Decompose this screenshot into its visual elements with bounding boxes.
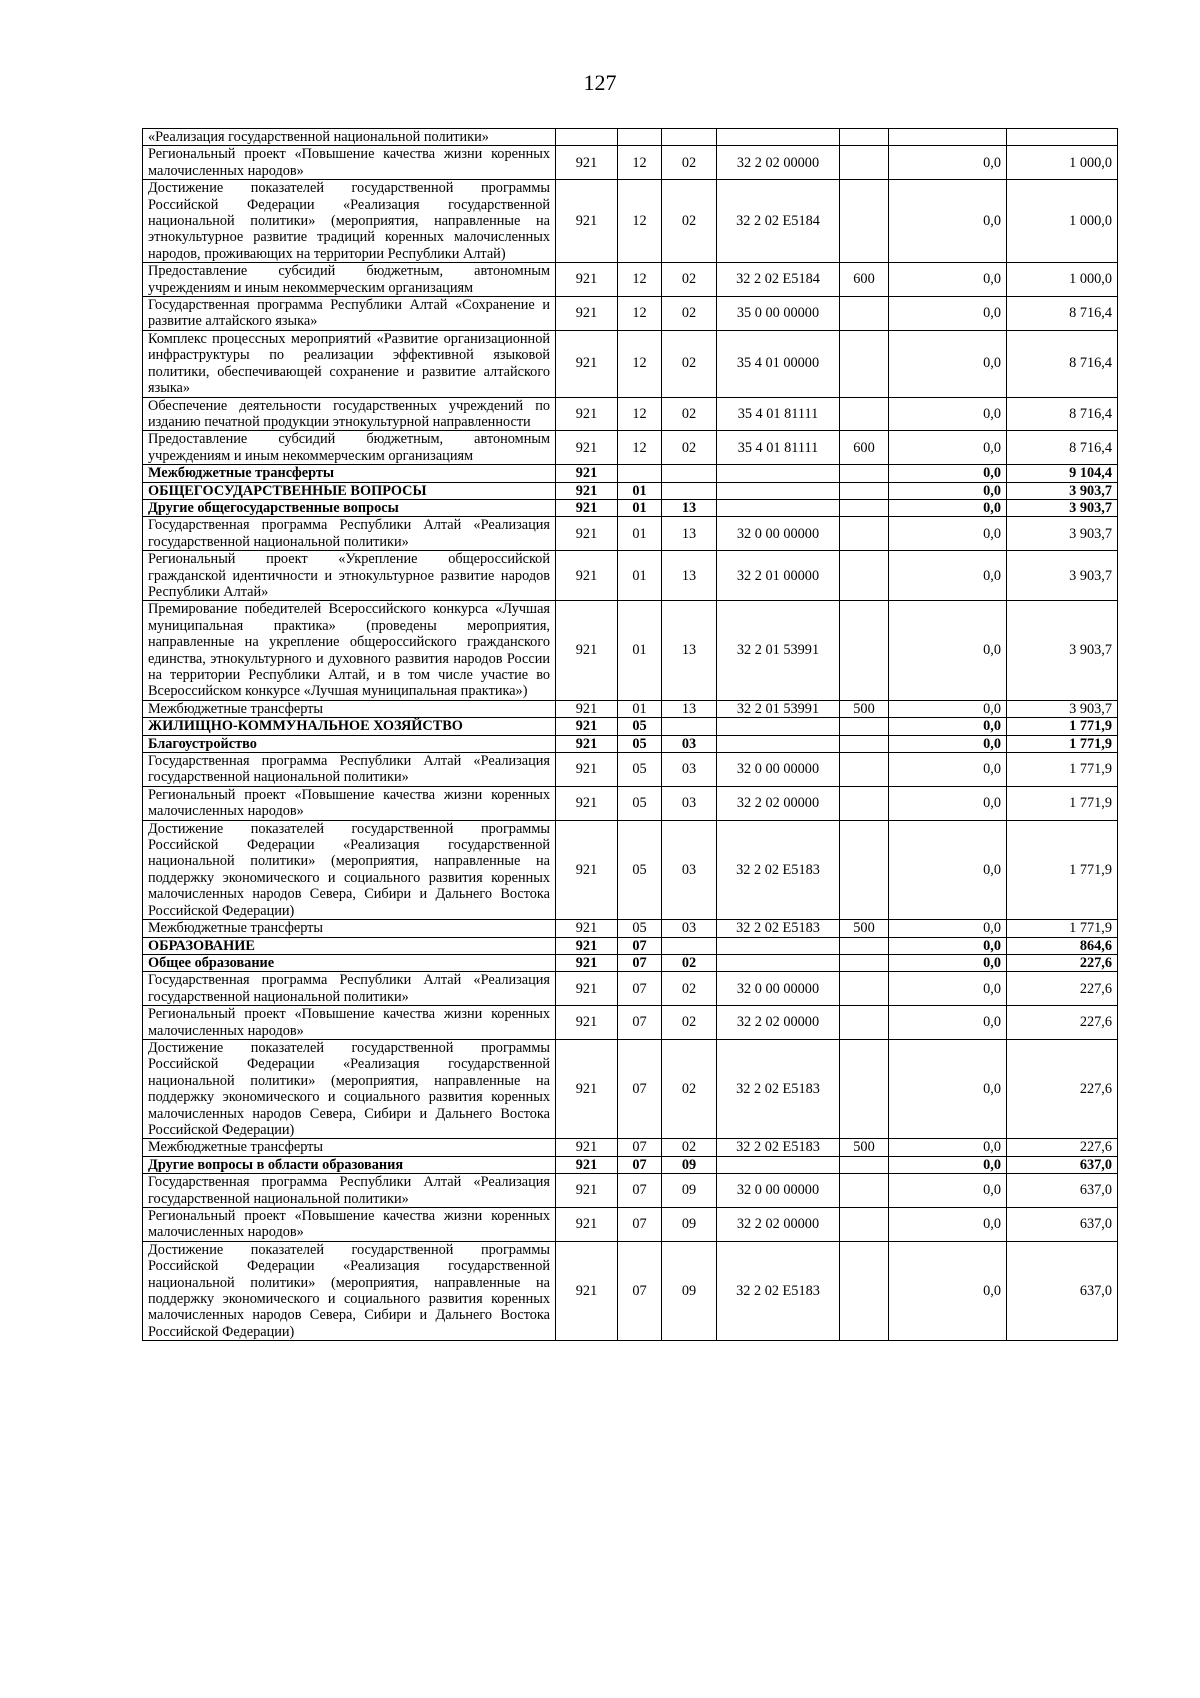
table-row [143, 129, 1118, 146]
row-name-cell: ОБРАЗОВАНИЕ [143, 937, 556, 954]
row-section-cell: 05 [618, 718, 662, 735]
row-amount-1-cell: 0,0 [889, 330, 1007, 397]
row-name-cell: ОБЩЕГОСУДАРСТВЕННЫЕ ВОПРОСЫ [143, 482, 556, 499]
row-name-cell: Государственная программа Республики Алтай «Реализация государственной национальной политики» [143, 753, 556, 787]
table-row [143, 1241, 1118, 1340]
row-expense-type-cell [840, 397, 889, 431]
row-amount-2-cell: 3 903,7 [1007, 517, 1118, 551]
row-amount-1-cell: 0,0 [889, 700, 1007, 717]
row-target-article-cell: 32 2 01 53991 [717, 601, 840, 700]
row-subsection-cell: 03 [662, 820, 717, 919]
row-amount-1-cell: 0,0 [889, 601, 1007, 700]
row-amount-2-cell: 227,6 [1007, 1039, 1118, 1138]
row-section-cell: 12 [618, 330, 662, 397]
row-amount-2-cell [1007, 129, 1118, 146]
table-row [143, 937, 1118, 954]
row-section-cell: 01 [618, 551, 662, 601]
table-row [143, 263, 1118, 297]
row-expense-type-cell: 500 [840, 1139, 889, 1156]
row-amount-1-cell: 0,0 [889, 482, 1007, 499]
row-grbs-cell: 921 [556, 735, 618, 752]
row-target-article-cell: 35 0 00 00000 [717, 297, 840, 331]
row-expense-type-cell [840, 180, 889, 263]
row-section-cell: 05 [618, 735, 662, 752]
row-section-cell: 12 [618, 180, 662, 263]
row-grbs-cell: 921 [556, 753, 618, 787]
row-amount-1-cell: 0,0 [889, 1174, 1007, 1208]
row-grbs-cell: 921 [556, 482, 618, 499]
row-target-article-cell: 32 0 00 00000 [717, 753, 840, 787]
budget-table-body [143, 129, 1118, 1341]
table-row [143, 397, 1118, 431]
row-amount-2-cell: 3 903,7 [1007, 499, 1118, 516]
row-amount-2-cell: 3 903,7 [1007, 551, 1118, 601]
row-amount-2-cell: 3 903,7 [1007, 482, 1118, 499]
row-amount-1-cell: 0,0 [889, 718, 1007, 735]
row-expense-type-cell [840, 499, 889, 516]
row-grbs-cell: 921 [556, 263, 618, 297]
row-subsection-cell [662, 937, 717, 954]
row-expense-type-cell: 600 [840, 431, 889, 465]
row-name-cell: Комплекс процессных мероприятий «Развитие организационной инфраструктуры по реализации эффективной языковой политики, обеспечивающей сохранение и развитие алтайского языка» [143, 330, 556, 397]
row-name-cell: Предоставление субсидий бюджетным, автономным учреждениям и иным некоммерческим организациям [143, 263, 556, 297]
table-row [143, 1006, 1118, 1040]
row-subsection-cell [662, 718, 717, 735]
row-name-cell: Межбюджетные трансферты [143, 1139, 556, 1156]
row-amount-2-cell: 8 716,4 [1007, 330, 1118, 397]
row-amount-1-cell: 0,0 [889, 465, 1007, 482]
row-section-cell: 12 [618, 263, 662, 297]
table-row [143, 700, 1118, 717]
row-target-article-cell: 35 4 01 81111 [717, 397, 840, 431]
table-row [143, 431, 1118, 465]
table-row [143, 465, 1118, 482]
row-name-cell: Предоставление субсидий бюджетным, автономным учреждениям и иным некоммерческим организациям [143, 431, 556, 465]
row-amount-1-cell: 0,0 [889, 517, 1007, 551]
row-name-cell: Премирование победителей Всероссийского конкурса «Лучшая муниципальная практика» (проведены мероприятия, направленные на укрепление общероссийского гражданского единства, этнокультурного и духовного развития народов России на территории Республики Алтай, и в том числе участие во Всероссийском конкурсе «Лучшая муниципальная практика») [143, 601, 556, 700]
row-amount-1-cell: 0,0 [889, 786, 1007, 820]
table-row [143, 735, 1118, 752]
row-section-cell: 05 [618, 786, 662, 820]
row-expense-type-cell [840, 517, 889, 551]
table-row [143, 920, 1118, 937]
row-target-article-cell: 35 4 01 81111 [717, 431, 840, 465]
row-amount-2-cell: 1 771,9 [1007, 718, 1118, 735]
row-amount-2-cell: 1 771,9 [1007, 920, 1118, 937]
row-amount-2-cell: 8 716,4 [1007, 297, 1118, 331]
row-subsection-cell: 02 [662, 431, 717, 465]
row-amount-2-cell: 3 903,7 [1007, 700, 1118, 717]
row-section-cell: 01 [618, 601, 662, 700]
row-expense-type-cell [840, 601, 889, 700]
row-section-cell: 07 [618, 972, 662, 1006]
row-amount-2-cell: 1 000,0 [1007, 263, 1118, 297]
row-expense-type-cell [840, 482, 889, 499]
row-section-cell: 05 [618, 920, 662, 937]
row-subsection-cell: 09 [662, 1241, 717, 1340]
row-grbs-cell: 921 [556, 820, 618, 919]
row-grbs-cell: 921 [556, 465, 618, 482]
row-target-article-cell: 32 2 02 00000 [717, 1006, 840, 1040]
row-target-article-cell [717, 482, 840, 499]
row-grbs-cell: 921 [556, 920, 618, 937]
row-amount-1-cell: 0,0 [889, 972, 1007, 1006]
row-section-cell: 01 [618, 499, 662, 516]
row-section-cell: 07 [618, 1174, 662, 1208]
row-target-article-cell: 32 2 01 00000 [717, 551, 840, 601]
row-amount-1-cell: 0,0 [889, 1039, 1007, 1138]
row-amount-1-cell: 0,0 [889, 1006, 1007, 1040]
row-name-cell: Региональный проект «Укрепление общероссийской гражданской идентичности и этнокультурное развитие народов Республики Алтай» [143, 551, 556, 601]
table-row [143, 1174, 1118, 1208]
row-subsection-cell: 02 [662, 972, 717, 1006]
table-row [143, 820, 1118, 919]
row-grbs-cell: 921 [556, 517, 618, 551]
row-name-cell: Межбюджетные трансферты [143, 700, 556, 717]
row-target-article-cell [717, 499, 840, 516]
row-amount-1-cell: 0,0 [889, 297, 1007, 331]
row-expense-type-cell [840, 972, 889, 1006]
row-name-cell: Обеспечение деятельности государственных учреждений по изданию печатной продукции этнокультурной направленности [143, 397, 556, 431]
budget-table [142, 128, 1118, 1341]
row-name-cell: Государственная программа Республики Алтай «Реализация государственной национальной политики» [143, 1174, 556, 1208]
row-amount-1-cell: 0,0 [889, 820, 1007, 919]
row-name-cell: Государственная программа Республики Алтай «Сохранение и развитие алтайского языка» [143, 297, 556, 331]
row-expense-type-cell [840, 1241, 889, 1340]
row-target-article-cell: 32 0 00 00000 [717, 517, 840, 551]
row-subsection-cell: 09 [662, 1174, 717, 1208]
row-expense-type-cell [840, 753, 889, 787]
row-target-article-cell: 32 2 02 E5183 [717, 1039, 840, 1138]
row-name-cell: Региональный проект «Повышение качества жизни коренных малочисленных народов» [143, 146, 556, 180]
row-section-cell: 07 [618, 1139, 662, 1156]
table-row [143, 601, 1118, 700]
row-expense-type-cell: 500 [840, 920, 889, 937]
row-amount-2-cell: 1 000,0 [1007, 180, 1118, 263]
row-target-article-cell: 32 2 02 00000 [717, 786, 840, 820]
row-section-cell: 01 [618, 517, 662, 551]
table-row [143, 718, 1118, 735]
row-amount-2-cell: 227,6 [1007, 972, 1118, 1006]
table-row [143, 551, 1118, 601]
row-amount-1-cell: 0,0 [889, 1156, 1007, 1173]
row-section-cell: 07 [618, 1039, 662, 1138]
row-grbs-cell: 921 [556, 1039, 618, 1138]
row-amount-2-cell: 1 771,9 [1007, 820, 1118, 919]
row-amount-1-cell: 0,0 [889, 146, 1007, 180]
page-number: 127 [583, 70, 617, 95]
row-name-cell: Региональный проект «Повышение качества жизни коренных малочисленных народов» [143, 1006, 556, 1040]
row-amount-2-cell: 864,6 [1007, 937, 1118, 954]
row-grbs-cell: 921 [556, 700, 618, 717]
row-grbs-cell: 921 [556, 397, 618, 431]
row-amount-1-cell: 0,0 [889, 1241, 1007, 1340]
row-amount-2-cell: 227,6 [1007, 1139, 1118, 1156]
row-name-cell: ЖИЛИЩНО-КОММУНАЛЬНОЕ ХОЗЯЙСТВО [143, 718, 556, 735]
row-grbs-cell: 921 [556, 937, 618, 954]
row-target-article-cell: 32 2 02 00000 [717, 146, 840, 180]
row-subsection-cell: 02 [662, 146, 717, 180]
row-grbs-cell: 921 [556, 1006, 618, 1040]
row-subsection-cell: 02 [662, 397, 717, 431]
row-grbs-cell: 921 [556, 1174, 618, 1208]
table-row [143, 786, 1118, 820]
row-name-cell: Региональный проект «Повышение качества жизни коренных малочисленных народов» [143, 1208, 556, 1242]
row-grbs-cell: 921 [556, 601, 618, 700]
row-target-article-cell: 32 0 00 00000 [717, 972, 840, 1006]
row-section-cell: 07 [618, 1156, 662, 1173]
row-expense-type-cell: 500 [840, 700, 889, 717]
row-subsection-cell: 02 [662, 297, 717, 331]
row-grbs-cell [556, 129, 618, 146]
table-row [143, 1156, 1118, 1173]
row-amount-1-cell: 0,0 [889, 1208, 1007, 1242]
row-amount-1-cell: 0,0 [889, 263, 1007, 297]
row-grbs-cell: 921 [556, 1156, 618, 1173]
row-section-cell: 12 [618, 146, 662, 180]
table-row [143, 972, 1118, 1006]
row-amount-2-cell: 9 104,4 [1007, 465, 1118, 482]
row-target-article-cell: 32 2 01 53991 [717, 700, 840, 717]
row-target-article-cell: 32 2 02 E5183 [717, 920, 840, 937]
row-grbs-cell: 921 [556, 786, 618, 820]
row-amount-2-cell: 1 771,9 [1007, 735, 1118, 752]
row-amount-2-cell: 1 000,0 [1007, 146, 1118, 180]
row-grbs-cell: 921 [556, 954, 618, 971]
row-target-article-cell: 32 0 00 00000 [717, 1174, 840, 1208]
row-subsection-cell [662, 482, 717, 499]
row-amount-1-cell [889, 129, 1007, 146]
row-amount-1-cell: 0,0 [889, 1139, 1007, 1156]
row-expense-type-cell [840, 820, 889, 919]
row-subsection-cell: 02 [662, 1039, 717, 1138]
row-grbs-cell: 921 [556, 180, 618, 263]
row-section-cell [618, 129, 662, 146]
row-subsection-cell [662, 465, 717, 482]
row-expense-type-cell [840, 330, 889, 397]
row-section-cell: 01 [618, 482, 662, 499]
row-grbs-cell: 921 [556, 431, 618, 465]
row-amount-2-cell: 8 716,4 [1007, 431, 1118, 465]
row-section-cell [618, 465, 662, 482]
row-section-cell: 07 [618, 1006, 662, 1040]
row-expense-type-cell: 600 [840, 263, 889, 297]
row-amount-2-cell: 1 771,9 [1007, 753, 1118, 787]
row-target-article-cell [717, 954, 840, 971]
row-grbs-cell: 921 [556, 718, 618, 735]
row-target-article-cell: 32 2 02 00000 [717, 1208, 840, 1242]
row-grbs-cell: 921 [556, 499, 618, 516]
row-expense-type-cell [840, 129, 889, 146]
row-target-article-cell [717, 129, 840, 146]
row-amount-2-cell: 227,6 [1007, 954, 1118, 971]
row-section-cell: 05 [618, 820, 662, 919]
row-name-cell: Общее образование [143, 954, 556, 971]
table-row [143, 753, 1118, 787]
row-subsection-cell: 09 [662, 1208, 717, 1242]
row-expense-type-cell [840, 735, 889, 752]
row-amount-2-cell: 3 903,7 [1007, 601, 1118, 700]
row-subsection-cell: 02 [662, 330, 717, 397]
row-amount-2-cell: 637,0 [1007, 1174, 1118, 1208]
row-section-cell: 07 [618, 1241, 662, 1340]
row-target-article-cell: 32 2 02 E5183 [717, 820, 840, 919]
row-name-cell: Государственная программа Республики Алтай «Реализация государственной национальной политики» [143, 972, 556, 1006]
row-amount-2-cell: 8 716,4 [1007, 397, 1118, 431]
row-amount-1-cell: 0,0 [889, 937, 1007, 954]
row-section-cell: 05 [618, 753, 662, 787]
row-amount-1-cell: 0,0 [889, 753, 1007, 787]
row-expense-type-cell [840, 1208, 889, 1242]
row-target-article-cell: 35 4 01 00000 [717, 330, 840, 397]
row-subsection-cell: 03 [662, 786, 717, 820]
row-subsection-cell: 03 [662, 753, 717, 787]
row-subsection-cell: 02 [662, 1139, 717, 1156]
table-row [143, 297, 1118, 331]
row-target-article-cell: 32 2 02 E5184 [717, 263, 840, 297]
row-name-cell: Благоустройство [143, 735, 556, 752]
row-name-cell: Достижение показателей государственной программы Российской Федерации «Реализация государственной национальной политики» (мероприятия, направленные на этнокультурное развитие традиций коренных малочисленных народов, проживающих на территории Республики Алтай) [143, 180, 556, 263]
row-expense-type-cell [840, 1006, 889, 1040]
row-section-cell: 07 [618, 954, 662, 971]
table-row [143, 330, 1118, 397]
row-target-article-cell: 32 2 02 E5183 [717, 1241, 840, 1340]
row-name-cell: Достижение показателей государственной программы Российской Федерации «Реализация государственной национальной политики» (мероприятия, направленные на поддержку экономического и социального развития коренных малочисленных народов Севера, Сибири и Дальнего Востока Российской Федерации) [143, 1039, 556, 1138]
row-subsection-cell: 02 [662, 263, 717, 297]
table-row [143, 1039, 1118, 1138]
row-name-cell: Межбюджетные трансферты [143, 920, 556, 937]
row-grbs-cell: 921 [556, 551, 618, 601]
row-expense-type-cell [840, 1174, 889, 1208]
row-amount-1-cell: 0,0 [889, 180, 1007, 263]
row-target-article-cell [717, 718, 840, 735]
row-section-cell: 07 [618, 937, 662, 954]
row-subsection-cell: 02 [662, 180, 717, 263]
row-subsection-cell [662, 129, 717, 146]
row-expense-type-cell [840, 465, 889, 482]
row-expense-type-cell [840, 786, 889, 820]
row-section-cell: 12 [618, 397, 662, 431]
row-amount-1-cell: 0,0 [889, 397, 1007, 431]
row-target-article-cell: 32 2 02 E5184 [717, 180, 840, 263]
row-expense-type-cell [840, 718, 889, 735]
table-row [143, 146, 1118, 180]
row-grbs-cell: 921 [556, 1241, 618, 1340]
row-subsection-cell: 09 [662, 1156, 717, 1173]
row-amount-2-cell: 1 771,9 [1007, 786, 1118, 820]
row-name-cell: Региональный проект «Повышение качества жизни коренных малочисленных народов» [143, 786, 556, 820]
row-grbs-cell: 921 [556, 1139, 618, 1156]
row-target-article-cell [717, 465, 840, 482]
row-amount-1-cell: 0,0 [889, 735, 1007, 752]
table-row [143, 499, 1118, 516]
row-amount-1-cell: 0,0 [889, 499, 1007, 516]
row-amount-1-cell: 0,0 [889, 920, 1007, 937]
row-expense-type-cell [840, 551, 889, 601]
row-name-cell: Межбюджетные трансферты [143, 465, 556, 482]
row-target-article-cell [717, 1156, 840, 1173]
row-subsection-cell: 13 [662, 601, 717, 700]
table-row [143, 482, 1118, 499]
table-row [143, 1139, 1118, 1156]
row-amount-2-cell: 637,0 [1007, 1208, 1118, 1242]
row-amount-1-cell: 0,0 [889, 551, 1007, 601]
row-expense-type-cell [840, 954, 889, 971]
row-amount-1-cell: 0,0 [889, 431, 1007, 465]
row-grbs-cell: 921 [556, 297, 618, 331]
row-subsection-cell: 13 [662, 551, 717, 601]
row-grbs-cell: 921 [556, 330, 618, 397]
row-name-cell: Другие вопросы в области образования [143, 1156, 556, 1173]
row-subsection-cell: 02 [662, 1006, 717, 1040]
row-name-cell: Государственная программа Республики Алтай «Реализация государственной национальной политики» [143, 517, 556, 551]
row-expense-type-cell [840, 937, 889, 954]
row-name-cell: Достижение показателей государственной программы Российской Федерации «Реализация государственной национальной политики» (мероприятия, направленные на поддержку экономического и социального развития коренных малочисленных народов Севера, Сибири и Дальнего Востока Российской Федерации) [143, 820, 556, 919]
row-amount-2-cell: 637,0 [1007, 1156, 1118, 1173]
row-target-article-cell: 32 2 02 E5183 [717, 1139, 840, 1156]
row-subsection-cell: 13 [662, 499, 717, 516]
row-expense-type-cell [840, 297, 889, 331]
row-subsection-cell: 03 [662, 920, 717, 937]
row-subsection-cell: 03 [662, 735, 717, 752]
row-amount-2-cell: 227,6 [1007, 1006, 1118, 1040]
row-expense-type-cell [840, 1039, 889, 1138]
row-grbs-cell: 921 [556, 1208, 618, 1242]
table-row [143, 1208, 1118, 1242]
row-name-cell: «Реализация государственной национальной политики» [143, 129, 556, 146]
row-expense-type-cell [840, 146, 889, 180]
row-section-cell: 01 [618, 700, 662, 717]
row-section-cell: 12 [618, 431, 662, 465]
row-amount-2-cell: 637,0 [1007, 1241, 1118, 1340]
row-name-cell: Достижение показателей государственной программы Российской Федерации «Реализация государственной национальной политики» (мероприятия, направленные на поддержку экономического и социального развития коренных малочисленных народов Севера, Сибири и Дальнего Востока Российской Федерации) [143, 1241, 556, 1340]
row-subsection-cell: 13 [662, 700, 717, 717]
row-subsection-cell: 13 [662, 517, 717, 551]
row-section-cell: 12 [618, 297, 662, 331]
table-row [143, 517, 1118, 551]
row-grbs-cell: 921 [556, 972, 618, 1006]
row-expense-type-cell [840, 1156, 889, 1173]
row-amount-1-cell: 0,0 [889, 954, 1007, 971]
table-row [143, 180, 1118, 263]
row-grbs-cell: 921 [556, 146, 618, 180]
row-target-article-cell [717, 735, 840, 752]
row-name-cell: Другие общегосударственные вопросы [143, 499, 556, 516]
row-subsection-cell: 02 [662, 954, 717, 971]
row-section-cell: 07 [618, 1208, 662, 1242]
row-target-article-cell [717, 937, 840, 954]
table-row [143, 954, 1118, 971]
